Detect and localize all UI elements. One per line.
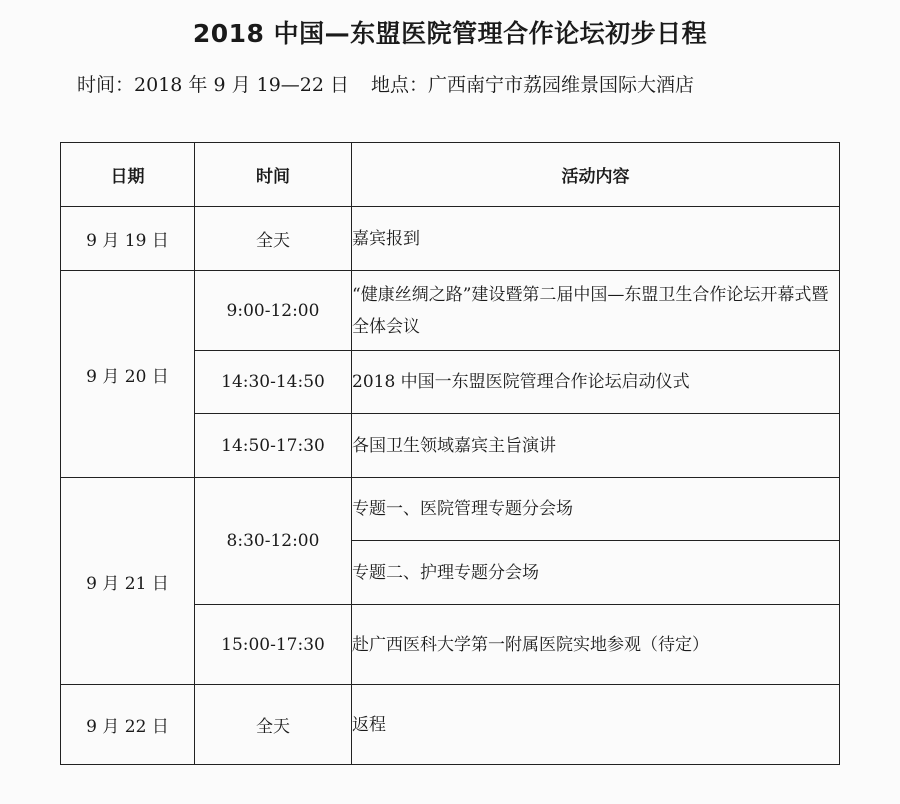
- date-cell: 9 月 22 日: [61, 685, 195, 765]
- activity-cell: 专题二、护理专题分会场: [352, 541, 840, 605]
- table-header-row: [61, 143, 840, 207]
- time-cell: 15:00-17:30: [195, 605, 352, 685]
- table-row: [61, 271, 840, 351]
- time-cell: 14:50-17:30: [195, 414, 352, 478]
- time-cell: 14:30-14:50: [195, 351, 352, 414]
- activity-cell: “健康丝绸之路”建设暨第二届中国—东盟卫生合作论坛开幕式暨全体会议: [352, 271, 840, 351]
- activity-cell: 2018 中国一东盟医院管理合作论坛启动仪式: [352, 351, 840, 414]
- header-date: 日期: [61, 143, 195, 207]
- event-info: [77, 70, 694, 97]
- activity-cell: 返程: [352, 685, 840, 765]
- time-value: 2018 年 9 月 19—22 日: [134, 74, 350, 96]
- date-cell: 9 月 21 日: [61, 478, 195, 685]
- time-cell: 全天: [195, 685, 352, 765]
- place-value: 广西南宁市荔园维景国际大酒店: [428, 74, 695, 96]
- date-cell: 9 月 20 日: [61, 271, 195, 478]
- activity-cell: 赴广西医科大学第一附属医院实地参观（待定）: [352, 605, 840, 685]
- header-time: 时间: [195, 143, 352, 207]
- date-cell: 9 月 19 日: [61, 207, 195, 271]
- time-cell: 9:00-12:00: [195, 271, 352, 351]
- schedule-table: [60, 142, 840, 765]
- time-cell: 8:30-12:00: [195, 478, 352, 605]
- time-cell: 全天: [195, 207, 352, 271]
- place-label: 地点：: [371, 74, 429, 96]
- activity-cell: 专题一、医院管理专题分会场: [352, 478, 840, 541]
- header-activity: 活动内容: [352, 143, 840, 207]
- page-title: 2018 中国—东盟医院管理合作论坛初步日程: [192, 19, 708, 48]
- activity-cell: 嘉宾报到: [352, 207, 840, 271]
- table-row: [61, 478, 840, 541]
- activity-cell: 各国卫生领域嘉宾主旨演讲: [352, 414, 840, 478]
- time-label: 时间：: [77, 74, 135, 96]
- table-row: [61, 685, 840, 765]
- table-row: [61, 207, 840, 271]
